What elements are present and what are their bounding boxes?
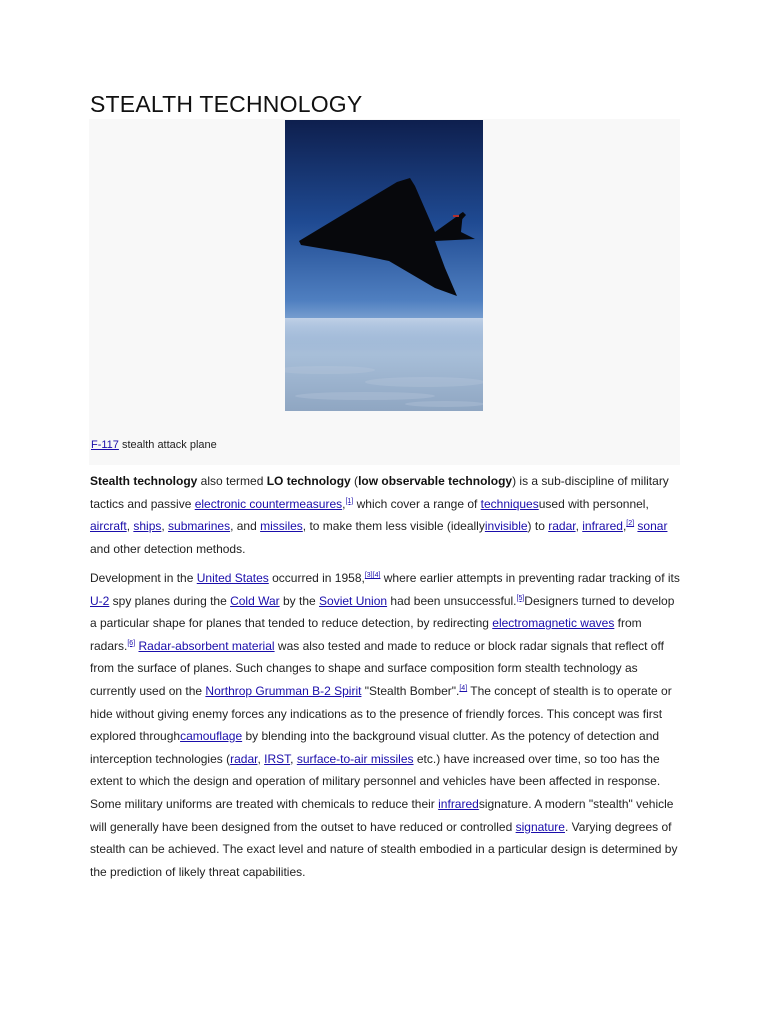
link-irst[interactable]: IRST [264,751,291,766]
figure-caption: F-117 stealth attack plane [91,439,217,451]
citation-6[interactable]: [6] [127,639,136,647]
link-f117[interactable]: F-117 [91,439,119,451]
link-electromagnetic-waves[interactable]: electromagnetic waves [492,616,615,631]
figure-box [89,119,680,465]
citation-2[interactable]: [2] [626,520,635,528]
citation-5[interactable]: [5] [516,594,525,602]
link-radar-absorbent-material[interactable]: Radar-absorbent material [138,638,275,653]
link-infrared-2[interactable]: infrared [438,796,479,811]
link-techniques[interactable]: techniques [480,496,539,511]
link-camouflage[interactable]: camouflage [180,729,243,744]
link-missiles[interactable]: missiles [260,519,303,534]
citation-3-4[interactable]: [3][4] [364,572,381,579]
link-sonar[interactable]: sonar [637,519,668,534]
paragraph-development: Development in the United States occurred in 1958,[3][4] where earlier attempts in preventing radar tracking of its U-2 spy planes during the Cold War by the Soviet Union had been unsuccessful.[5]Designers turned to develop a particular shape for planes that tended to reduce detection, by redirecting electromagnetic waves from radars.[6] Radar-absorbent material was also tested and made to reduce or block radar signals that reflect off from the surface of planes. Such changes to shape and surface composition form stealth technology as currently used on the Northrop Grumman B-2 Spirit "Stealth Bomber".[4] The concept of stealth is to operate or hide without giving enemy forces any indications as to the presence of friendly forces. This concept was first explored throughcamouflage by blending into the background visual clutter. As the potency of detection and interception technologies (radar, IRST, surface-to-air missiles etc.) have increased over time, so too has the extent to which the design and operation of military personnel and vehicles have been affected in response. Some military uniforms are treated with chemicals to reduce their infraredsignature. A modern "stealth" vehicle will generally have been designed from the outset to have reduced or controlled signature. Varying degrees of stealth can be achieved. The exact level and nature of stealth embodied in a particular design is determined by the prediction of likely threat capabilities. [90,571,680,879]
link-b2-spirit[interactable]: Northrop Grumman B-2 Spirit [205,683,362,698]
link-soviet-union[interactable]: Soviet Union [319,593,388,608]
link-submarines[interactable]: submarines [168,519,231,534]
link-radar-2[interactable]: radar [230,751,258,766]
link-united-states[interactable]: United States [196,571,269,585]
citation-1[interactable]: [1] [345,497,354,505]
link-invisible[interactable]: invisible [484,519,528,534]
link-cold-war[interactable]: Cold War [230,593,280,608]
link-surface-to-air-missiles[interactable]: surface-to-air missiles [296,751,414,766]
f117-photo [285,120,483,411]
citation-4[interactable]: [4] [459,684,468,692]
link-ships[interactable]: ships [133,519,162,534]
link-electronic-countermeasures[interactable]: electronic countermeasures [194,496,343,511]
paragraph-intro: Stealth technology also termed LO technology (low observable technology) is a sub-discipline of military tactics and passive electronic countermeasures,[1] which cover a range of techniquesused with personnel, aircraft, ships, submarines, and missiles, to make them less visible (ideallyinvisible) to radar, infrared,[2] sonar and other detection methods. [90,474,669,556]
page-title: STEALTH TECHNOLOGY [90,90,680,120]
link-radar[interactable]: radar [548,519,576,534]
link-signature[interactable]: signature [515,819,565,834]
link-aircraft[interactable]: aircraft [90,519,127,534]
link-infrared[interactable]: infrared [582,519,623,534]
link-u2[interactable]: U-2 [90,593,110,608]
